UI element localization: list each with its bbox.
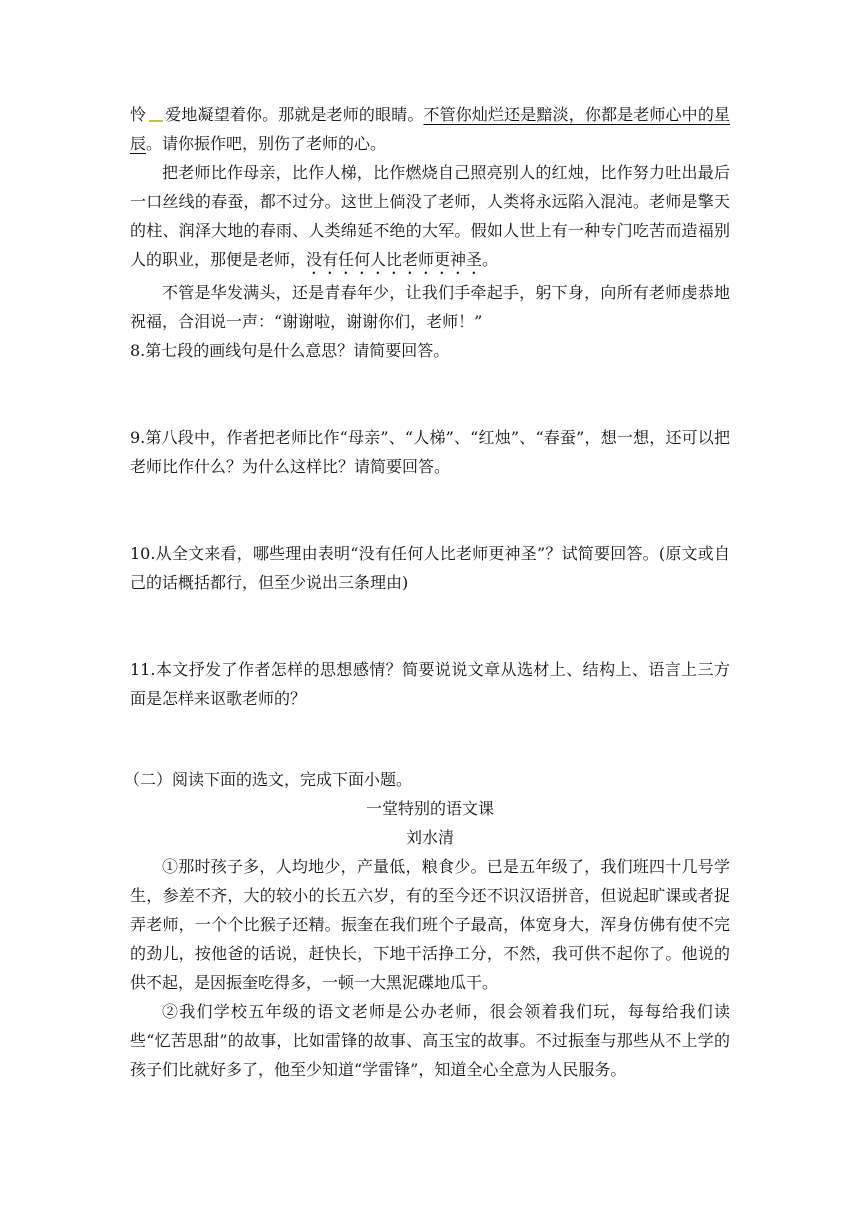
article-paragraph-1: ①那时孩子多，人均地少，产量低，粮食少。已是五年级了，我们班四十几号学生，参差不齐，大的较小的长五六岁，有的至今还不识汉语拼音，但说起旷课或者捉弄老师，一个个比猴子还精。振奎在我们班个子最高，体宽身大，浑身仿佛有使不完的劲儿，按他爸的话说，赶快长，下地干活挣工分，不然，我可供不起你了。他说的供不起，是因振奎吃得多，一顿一大黑泥碟地瓜干。 <box>130 857 730 992</box>
question-9: 9.第八段中，作者把老师比作“母亲”、“人梯”、“红烛”、“春蚕”，想一想，还可以把老师比作什么？为什么这样比？请简要回答。 <box>130 428 730 476</box>
section-heading: （二）阅读下面的选文，完成下面小题。 <box>124 770 413 789</box>
article-author: 刘水清 <box>405 828 454 847</box>
answer-space <box>130 481 730 539</box>
text-run: 怜 <box>130 105 147 124</box>
passage-paragraph-7 <box>130 100 730 158</box>
underlined-sentence: 不管你灿烂还是黯淡，你都是老师心中的星辰 <box>130 105 730 153</box>
question-10: 10.从全文来看，哪些理由表明“没有任何人比老师更神圣”？试简要回答。(原文或自己的话概括都行，但至少说出三条理由) <box>130 544 730 592</box>
text-run: 把老师比作母亲，比作人梯，比作燃烧自己照亮别人的红烛，比作努力吐出最后一口丝线的春蚕，都不过分。这世上倘没了老师，人类将永远陷入混沌。老师是擎天的柱、润泽大地的春雨、人类绵延不绝的大军。假如人世上有一种专门吃苦而造福别人的职业，那便是老师， <box>130 163 730 269</box>
text-run: 爱地凝望着你。那就是老师的眼睛。 <box>165 105 424 124</box>
text-run: 。请你振作吧，别伤了老师的心。 <box>146 134 387 153</box>
question-8: 8.第七段的画线句是什么意思？请简要回答。 <box>130 341 450 360</box>
question-11: 11.本文抒发了作者怎样的思想感情？简要说说文章从选材上、结构上、语言上三方面是怎样来讴歌老师的？ <box>130 660 730 708</box>
passage-paragraph-8 <box>130 158 730 278</box>
article-paragraph-2: ②我们学校五年级的语文老师是公办老师，很会领着我们玩，每每给我们读些“忆苦思甜”的故事，比如雷锋的故事、高玉宝的故事。不过振奎与那些从不上学的孩子们比就好多了，他至少知道“学雷锋”，知道全心全意为人民服务。 <box>130 1002 730 1079</box>
blank-mark <box>149 106 163 122</box>
answer-space <box>130 597 730 655</box>
text-run: 。 <box>482 250 499 269</box>
answer-space <box>130 713 730 765</box>
document-page <box>124 100 730 1084</box>
dotted-emphasis-phrase: 没有任何人比老师更神圣 <box>306 250 483 269</box>
passage-paragraph-9: 不管是华发满头，还是青春年少，让我们手牵起手，躬下身，向所有老师虔恭地祝福，合泪说一声：“谢谢啦，谢谢你们，老师！” <box>130 283 730 331</box>
article-title: 一堂特别的语文课 <box>365 799 494 818</box>
answer-space <box>130 365 730 423</box>
